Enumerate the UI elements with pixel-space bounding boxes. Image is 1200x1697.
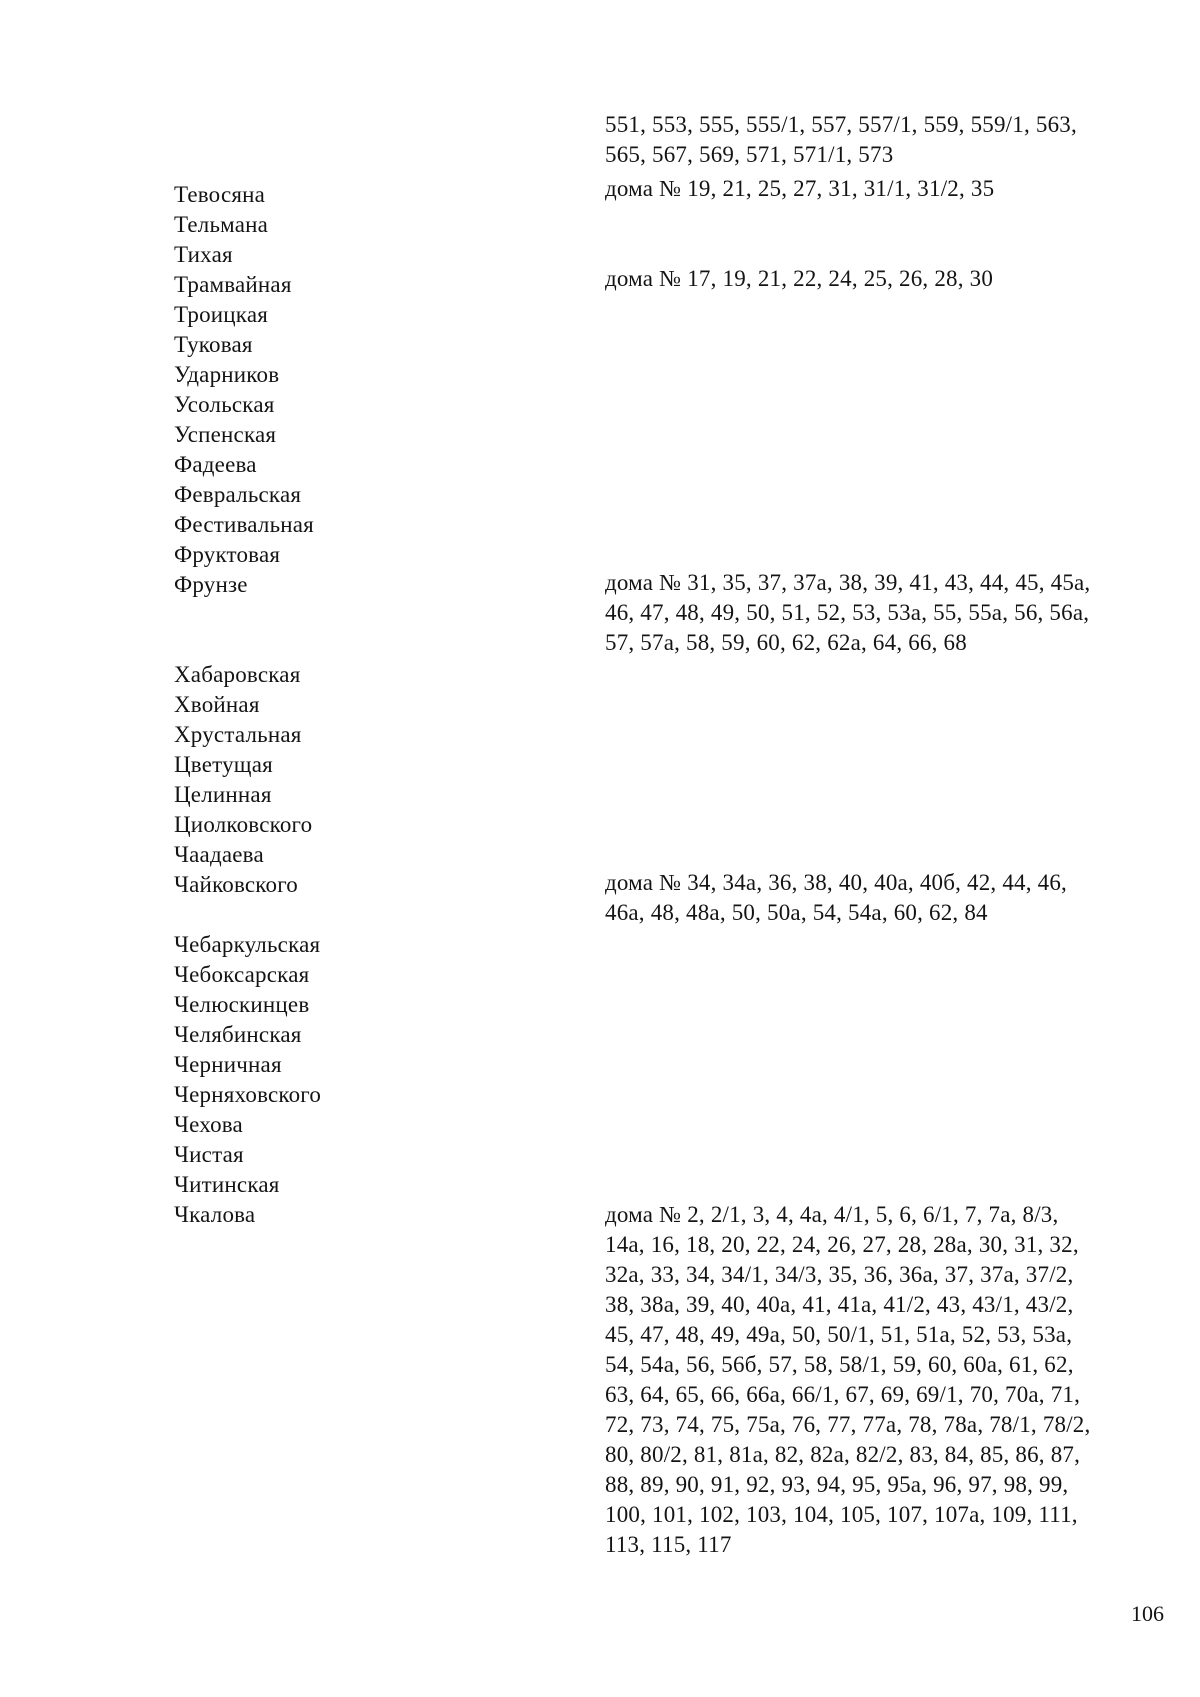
house-list-line: 45, 47, 48, 49, 49а, 50, 50/1, 51, 51а, 52, 53, 53а,: [605, 1322, 1073, 1347]
street-name: Фадеева: [174, 452, 257, 477]
street-name: Цветущая: [174, 752, 273, 777]
street-name: Черняховского: [174, 1082, 322, 1107]
street-name: Тихая: [174, 242, 233, 267]
house-list-continuation: [605, 110, 1180, 170]
house-list-line: 54, 54а, 56, 56б, 57, 58, 58/1, 59, 60, 60а, 61, 62,: [605, 1352, 1074, 1377]
street-name: Челюскинцев: [174, 992, 310, 1017]
street-name: Фруктовая: [174, 542, 281, 567]
house-list-line: 32а, 33, 34, 34/1, 34/3, 35, 36, 36а, 37, 37а, 37/2,: [605, 1262, 1074, 1287]
street-name: Челябинская: [174, 1022, 302, 1047]
house-list-line: 72, 73, 74, 75, 75а, 76, 77, 77а, 78, 78а, 78/1, 78/2,: [605, 1412, 1091, 1437]
street-name: Чистая: [174, 1142, 244, 1167]
house-list-chkalova: [605, 1200, 1180, 1560]
street-name: Чехова: [174, 1112, 243, 1137]
street-name: Черничная: [174, 1052, 282, 1077]
house-list-line: 57, 57а, 58, 59, 60, 62, 62а, 64, 66, 68: [605, 630, 967, 655]
house-list-tramvaynaya: [605, 264, 1180, 294]
house-list-line: 113, 115, 117: [605, 1532, 732, 1557]
house-list-line: 46а, 48, 48а, 50, 50а, 54, 54а, 60, 62, 84: [605, 900, 988, 925]
house-list-line: дома № 34, 34а, 36, 38, 40, 40а, 40б, 42, 44, 46,: [605, 870, 1067, 895]
street-name: Фестивальная: [174, 512, 314, 537]
house-list-line: 80, 80/2, 81, 81а, 82, 82а, 82/2, 83, 84, 85, 86, 87,: [605, 1442, 1081, 1467]
house-list-line: 63, 64, 65, 66, 66а, 66/1, 67, 69, 69/1, 70, 70а, 71,: [605, 1382, 1081, 1407]
house-list-line: 565, 567, 569, 571, 571/1, 573: [605, 142, 894, 167]
street-name: Фрунзе: [174, 572, 248, 597]
street-name: Ударников: [174, 362, 280, 387]
house-list-line: дома № 19, 21, 25, 27, 31, 31/1, 31/2, 35: [605, 176, 995, 201]
street-name: Читинская: [174, 1172, 280, 1197]
house-list-line: 88, 89, 90, 91, 92, 93, 94, 95, 95а, 96, 97, 98, 99,: [605, 1472, 1069, 1497]
house-list-line: 551, 553, 555, 555/1, 557, 557/1, 559, 559/1, 563,: [605, 112, 1077, 137]
street-name: Троицкая: [174, 302, 269, 327]
house-list-line: 46, 47, 48, 49, 50, 51, 52, 53, 53а, 55, 55а, 56, 56а,: [605, 600, 1090, 625]
street-name: Чаадаева: [174, 842, 264, 867]
street-name: Чебоксарская: [174, 962, 310, 987]
street-name: Хвойная: [174, 692, 260, 717]
street-name: Успенская: [174, 422, 277, 447]
street-name: Хабаровская: [174, 662, 301, 687]
street-name: Хрустальная: [174, 722, 302, 747]
house-list-line: 14а, 16, 18, 20, 22, 24, 26, 27, 28, 28а, 30, 31, 32,: [605, 1232, 1079, 1257]
house-list-chaykovskogo: [605, 868, 1180, 928]
house-list-line: дома № 31, 35, 37, 37а, 38, 39, 41, 43, 44, 45, 45а,: [605, 570, 1091, 595]
street-name: Февральская: [174, 482, 302, 507]
street-name: Чебаркульская: [174, 932, 321, 957]
house-list-tevosyana: [605, 174, 1180, 204]
house-list-line: дома № 2, 2/1, 3, 4, 4а, 4/1, 5, 6, 6/1, 7, 7а, 8/3,: [605, 1202, 1059, 1227]
street-name: Циолковского: [174, 812, 313, 837]
street-name: Чкалова: [174, 1202, 256, 1227]
street-name: Трамвайная: [174, 272, 292, 297]
street-name: Туковая: [174, 332, 253, 357]
house-list-line: 38, 38а, 39, 40, 40а, 41, 41а, 41/2, 43, 43/1, 43/2,: [605, 1292, 1074, 1317]
street-name: Чайковского: [174, 872, 298, 897]
street-name: Тельмана: [174, 212, 269, 237]
street-name: Усольская: [174, 392, 275, 417]
house-list-line: 100, 101, 102, 103, 104, 105, 107, 107а, 109, 111,: [605, 1502, 1078, 1527]
house-list-line: дома № 17, 19, 21, 22, 24, 25, 26, 28, 30: [605, 266, 994, 291]
street-name: Тевосяна: [174, 182, 266, 207]
house-list-frunze: [605, 568, 1180, 658]
page-number: 106: [1131, 1601, 1164, 1626]
street-name: Целинная: [174, 782, 272, 807]
